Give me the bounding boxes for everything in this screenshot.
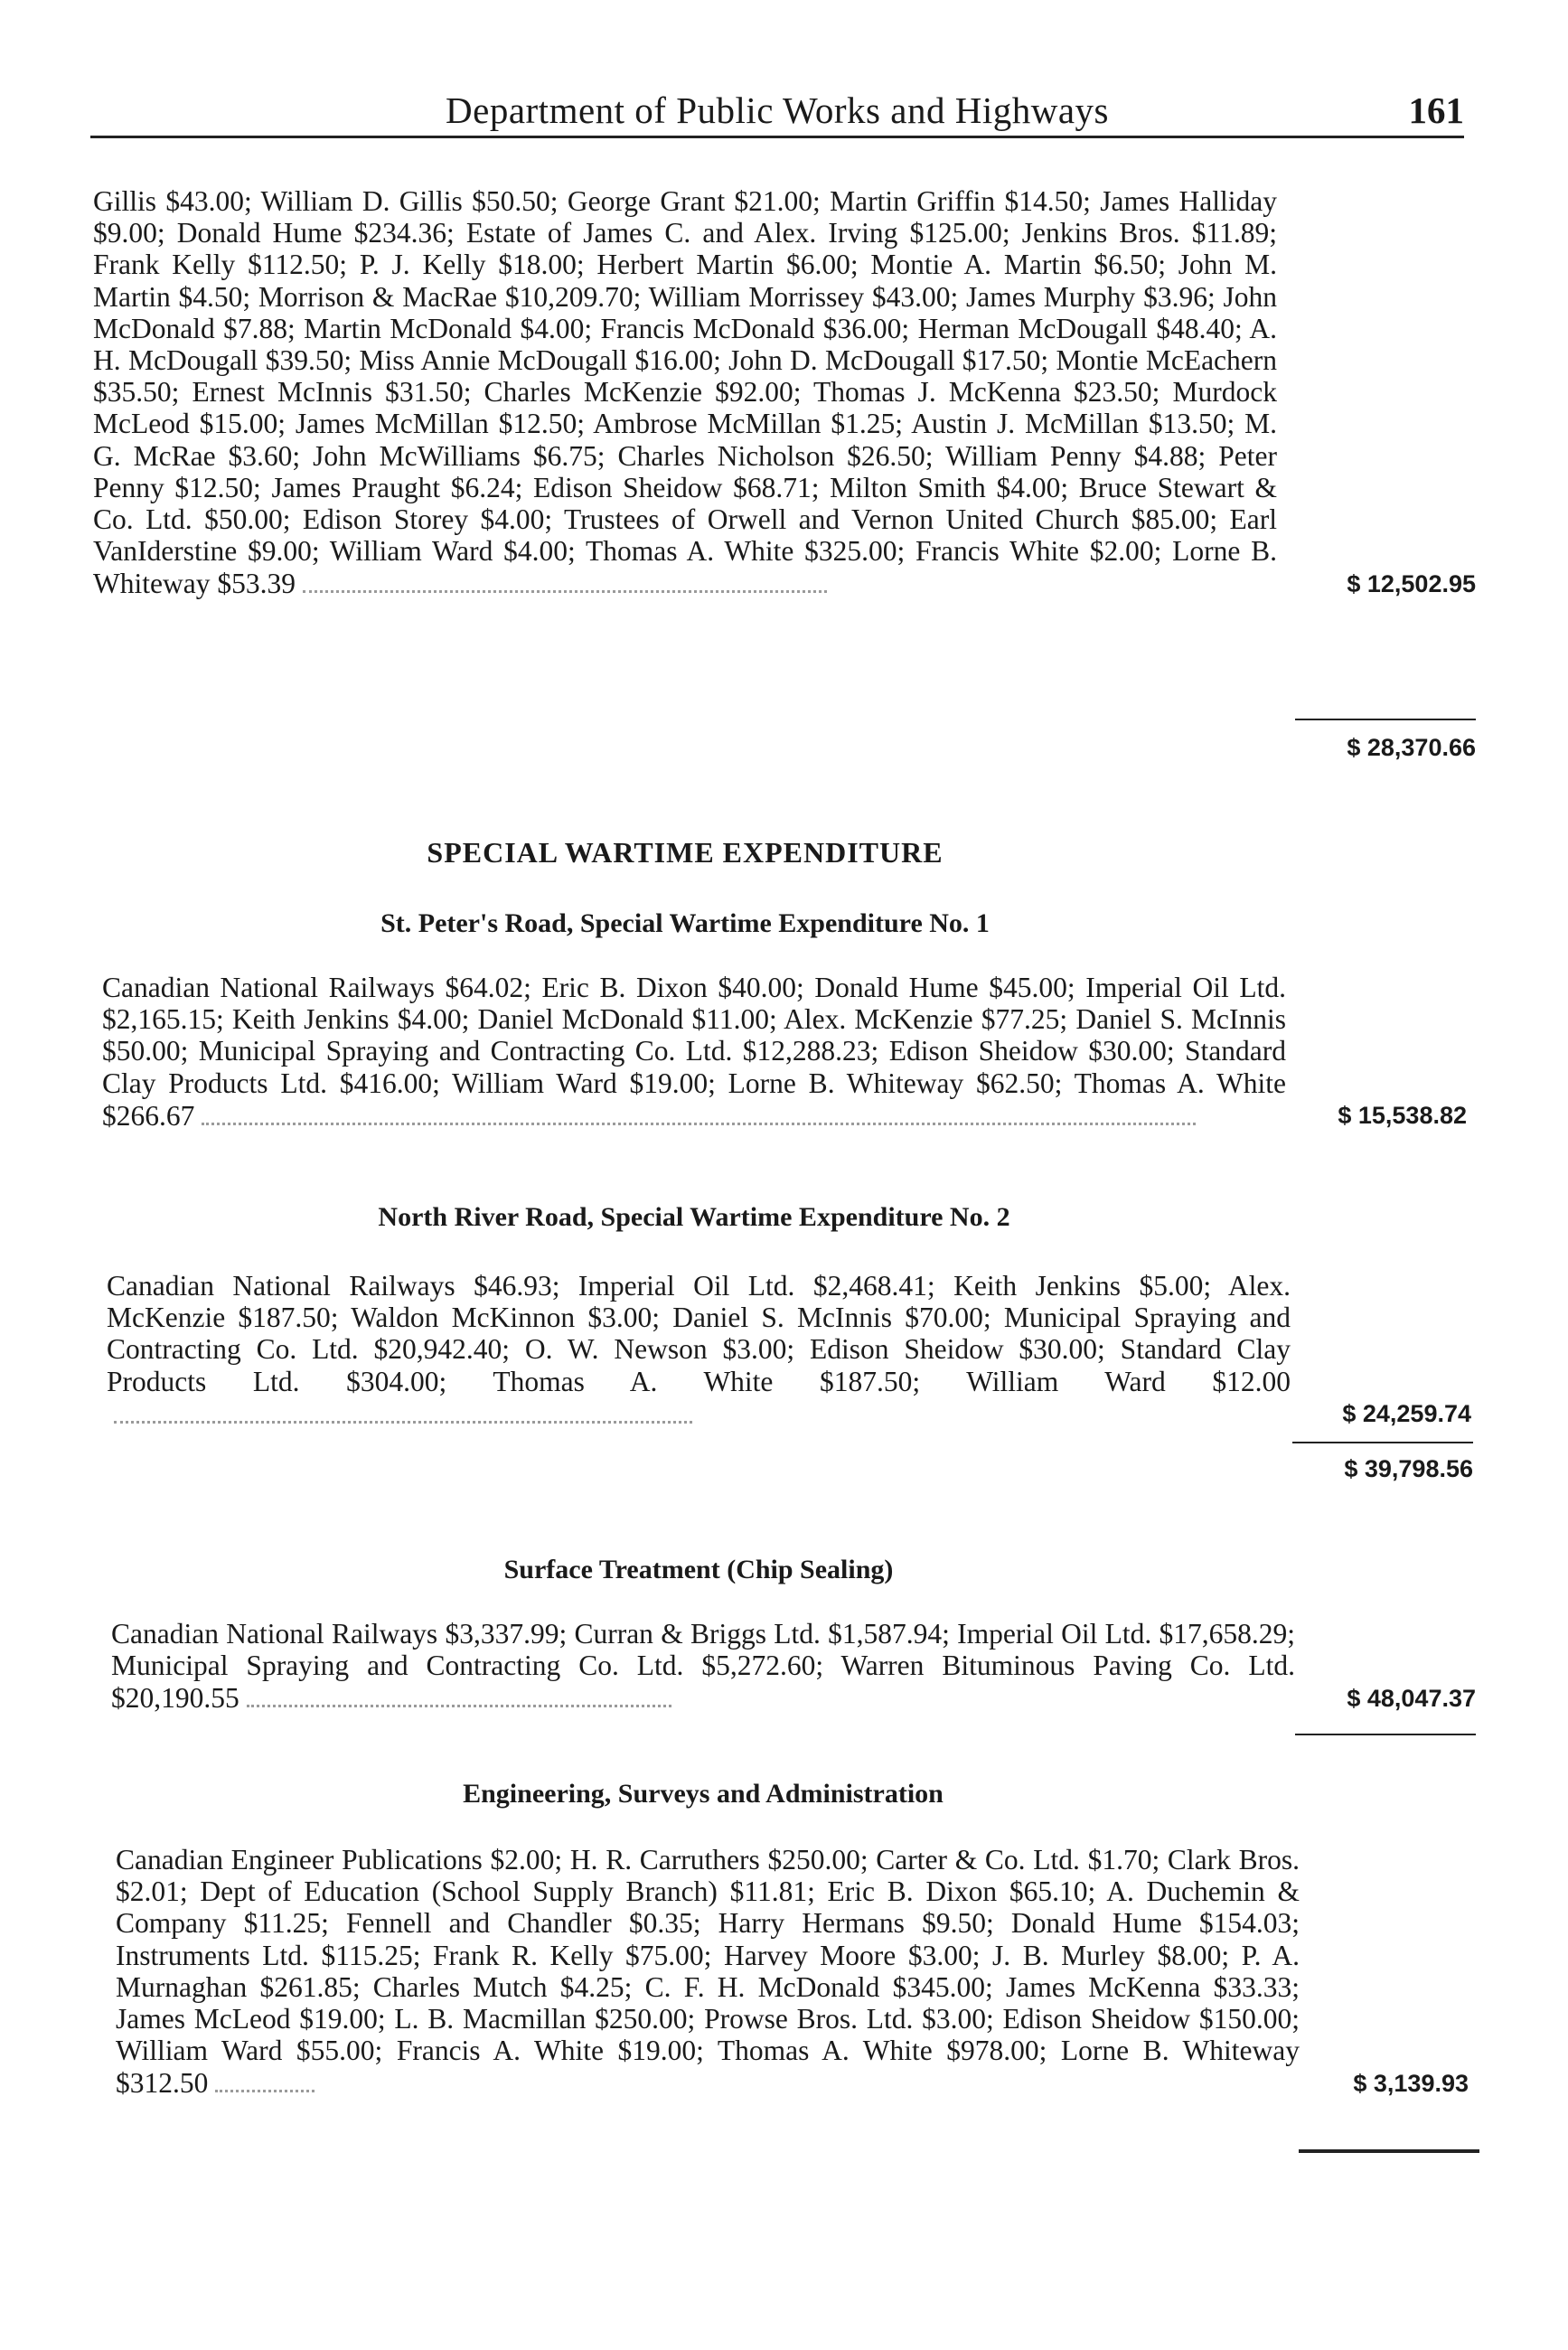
subsection-heading-st-peters: St. Peter's Road, Special Wartime Expenditure No. 1 [380, 908, 990, 938]
leader-dots [303, 567, 827, 593]
section-heading-engineering: Engineering, Surveys and Administration [463, 1779, 944, 1809]
section-heading: SPECIAL WARTIME EXPENDITURE [427, 836, 944, 869]
entry-text: Canadian National Railways $3,337.99; Curran & Briggs Ltd. $1,587.94; Imperial Oil Ltd. $17,658.29; Municipal Spraying and Contracting Co. Ltd. $5,272.60; Warren Bituminous Paving Co. Ltd. $20,190.55 [111, 1618, 1295, 1715]
page-title: Department of Public Works and Highways [446, 89, 1109, 131]
page-header [90, 89, 1464, 138]
final-rule [1299, 2149, 1479, 2153]
entry-text: Canadian National Railways $64.02; Eric B. Dixon $40.00; Donald Hume $45.00; Imperial Oil Ltd. $2,165.15; Keith Jenkins $4.00; Daniel McDonald $11.00; Alex. McKenzie $77.25; Daniel S. McInnis $50.00; Municipal Spraying and Contracting Co. Ltd. $12,288.23; Edison Sheidow $30.00; Standard Clay Products Ltd. $416.00; William Ward $19.00; Lorne B. Whiteway $62.50; Thomas A. White $266.67 [102, 972, 1286, 1132]
entry-text: Canadian Engineer Publications $2.00; H. R. Carruthers $250.00; Carter & Co. Ltd. $1.70; Clark Bros. $2.01; Dept of Education (School Supply Branch) $11.81; Eric B. Dixon $65.10; A. Duchemin & Company $11.25; Fennell and Chandler $0.35; Harry Hermans $9.50; Donald Hume $154.03; Instruments Ltd. $115.25; Frank R. Kelly $75.00; Harvey Moore $3.00; J. B. Murley $8.00; P. A. Murnaghan $261.85; Charles Mutch $4.25; C. F. H. McDonald $345.00; James McKenna $33.33; James McLeod $19.00; L. B. Macmillan $250.00; Prowse Bros. Ltd. $3.00; Edison Sheidow $150.00; William Ward $55.00; Francis A. White $19.00; Thomas A. White $978.00; Lorne B. Whiteway $312.50 [116, 1844, 1300, 2100]
section-total: $ 28,370.66 [1347, 734, 1476, 761]
expenditure-entry-st-peters [102, 972, 1467, 1132]
subtotal-rule [1295, 719, 1476, 720]
entry-amount: $ 12,502.95 [1347, 569, 1476, 597]
leader-dots [215, 2066, 315, 2092]
expenditure-entry-surface-treatment [111, 1618, 1476, 1715]
entry-amount: $ 24,259.74 [1342, 1400, 1471, 1428]
entry-text: Canadian National Railways $46.93; Imperial Oil Ltd. $2,468.41; Keith Jenkins $5.00; Alex. McKenzie $187.50; Waldon McKinnon $3.00; Daniel S. McInnis $70.00; Municipal Spraying and Contracting Co. Ltd. $20,942.40; O. W. Newson $3.00; Edison Sheidow $30.00; Standard Clay Products Ltd. $304.00; Thomas A. White $187.50; William Ward $12.00 [107, 1270, 1291, 1397]
section-heading-surface-treatment: Surface Treatment (Chip Sealing) [503, 1555, 894, 1584]
subtotal-rule [1292, 1442, 1473, 1443]
section-total: $ 39,798.56 [1344, 1455, 1473, 1482]
leader-dots [114, 1397, 692, 1424]
leader-dots [247, 1681, 671, 1707]
entry-text: Gillis $43.00; William D. Gillis $50.50; George Grant $21.00; Martin Griffin $14.50; James Halliday $9.00; Donald Hume $234.36; Estate of James C. and Alex. Irving $125.00; Jenkins Bros. $11.89; Frank Kelly $112.50; P. J. Kelly $18.00; Herbert Martin $6.00; Montie A. Martin $6.50; John M. Martin $4.50; Morrison & MacRae $10,209.70; William Morrissey $43.00; James Murphy $3.96; John McDonald $7.88; Martin McDonald $4.00; Francis McDonald $36.00; Herman McDougall $48.40; A. H. McDougall $39.50; Miss Annie McDougall $16.00; John D. McDougall $17.50; Montie McEachern $35.50; Ernest McInnis $31.50; Charles McKenzie $92.00; Thomas J. McKenna $23.50; Murdock McLeod $15.00; James McMillan $12.50; Ambrose McMillan $1.25; Austin J. McMillan $13.50; M. G. McRae $3.60; John McWilliams $6.75; Charles Nicholson $26.50; William Penny $4.88; Peter Penny $12.50; James Praught $6.24; Edison Sheidow $68.71; Milton Smith $4.00; Bruce Stewart & Co. Ltd. $50.00; Edison Storey $4.00; Trustees of Orwell and Vernon United Church $85.00; Earl VanIderstine $9.00; William Ward $4.00; Thomas A. White $325.00; Francis White $2.00; Lorne B. Whiteway $53.39 [93, 185, 1277, 600]
page-number: 161 [1408, 89, 1464, 131]
leader-dots [202, 1099, 1196, 1125]
entry-amount: $ 15,538.82 [1338, 1102, 1467, 1130]
entry-amount: $ 3,139.93 [1353, 2069, 1469, 2097]
entry-amount: $ 48,047.37 [1347, 1684, 1476, 1712]
expenditure-entry-engineering [116, 1844, 1476, 2100]
subtotal-rule [1295, 1734, 1476, 1735]
expenditure-entry-north-river [107, 1270, 1471, 1430]
expenditure-entry-continued [93, 185, 1476, 600]
subsection-heading-north-river: North River Road, Special Wartime Expenditure No. 2 [378, 1202, 1010, 1232]
